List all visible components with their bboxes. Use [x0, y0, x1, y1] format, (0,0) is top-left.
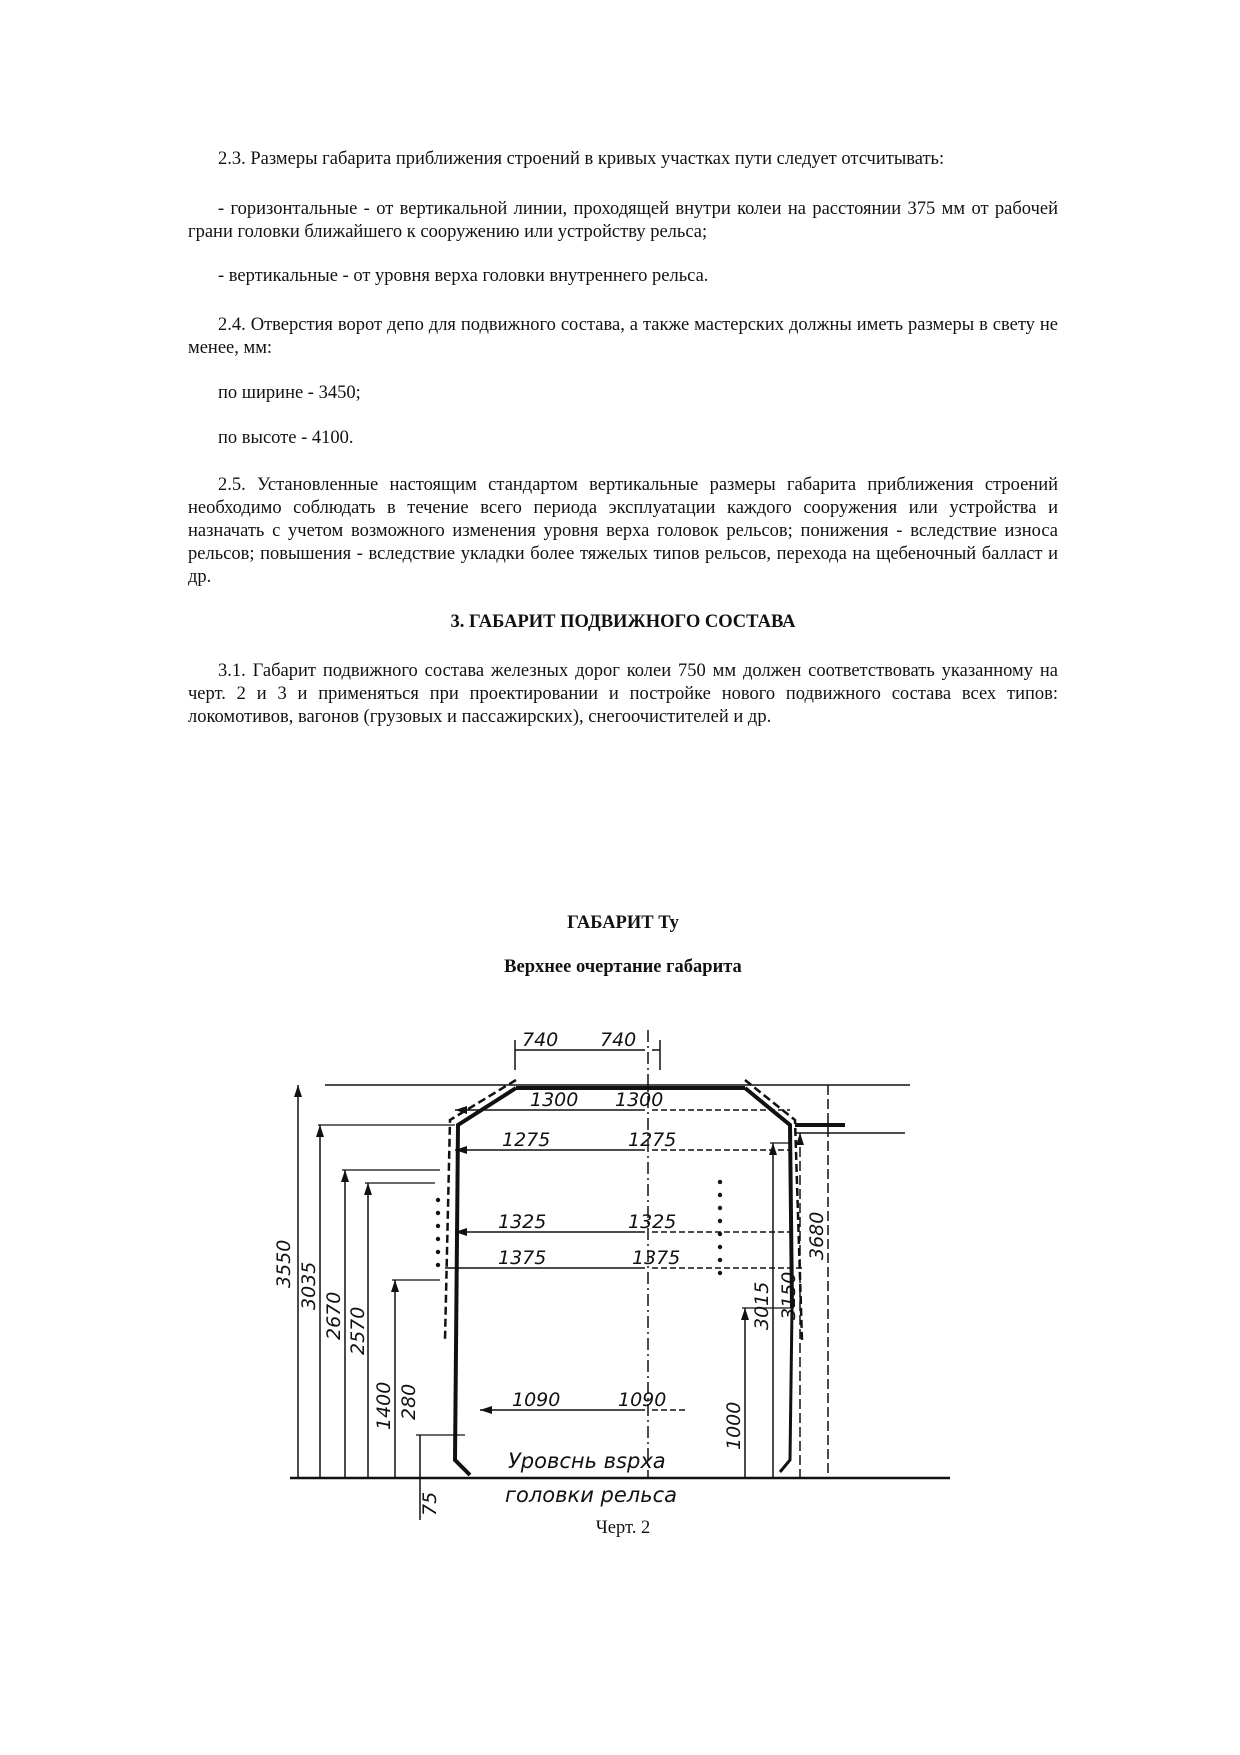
section-heading: 3. ГАБАРИТ ПОДВИЖНОГО СОСТАВА — [450, 612, 796, 632]
arrow-1000 — [741, 1308, 749, 1320]
paragraph-text: по высоте - 4100. — [218, 428, 354, 448]
dim-1275-left-label: 1275 — [502, 1129, 551, 1151]
dim-1325-right-label: 1325 — [628, 1211, 677, 1233]
figure-subtitle: Верхнее очертание габарита — [504, 957, 742, 977]
paragraph-3-1 — [188, 660, 1058, 729]
dim-1275-right-label: 1275 — [628, 1129, 677, 1151]
dim-2670-label: 2670 — [323, 1291, 345, 1340]
paragraph-horizontal — [188, 198, 1058, 244]
paragraph-2-4 — [188, 314, 1058, 360]
gauge-drawing — [273, 1010, 950, 1530]
arrow-3035 — [316, 1125, 324, 1137]
dim-3550-label: 3550 — [273, 1239, 295, 1288]
outline-right-lower — [780, 1308, 792, 1472]
dim-1325-left-label: 1325 — [498, 1211, 547, 1233]
figure-caption: Черт. 2 — [595, 1518, 651, 1538]
paragraph-2-3 — [188, 148, 1058, 171]
paragraph-vertical — [188, 265, 1058, 288]
dim-1090-left-label: 1090 — [512, 1389, 561, 1411]
arrow-2670 — [341, 1170, 349, 1182]
paragraph-text: по ширине - 3450; — [218, 383, 361, 403]
dim-1400-label: 1400 — [373, 1381, 395, 1430]
arrow-3150 — [796, 1133, 804, 1145]
dim-3035-label: 3035 — [298, 1261, 320, 1310]
dim-1300-right-label: 1300 — [615, 1089, 664, 1111]
paragraph-text: - вертикальные - от уровня верха головки внутреннего рельса. — [218, 266, 709, 286]
dim-1300-left-label: 1300 — [530, 1089, 579, 1111]
dim-1375-left-label: 1375 — [498, 1247, 547, 1269]
paragraph-text: 2.3. Размеры габарита приближения строений в кривых участках пути следует отсчитывать: — [218, 149, 945, 169]
dim-1375-right-label: 1375 — [632, 1247, 681, 1269]
arrow-1090 — [480, 1406, 492, 1414]
paragraph-text: 2.4. Отверстия ворот депо для подвижного состава, а также мастерских должны иметь размеры в свету не менее, мм: — [188, 315, 1058, 358]
paragraph-text: 2.5. Установленные настоящим стандартом вертикальные размеры габарита приближения строений необходимо соблюдать в течение всего периода эксплуатации каждого сооружения или устройства и назначать с учетом возможного изменения уровня верха головок рельсов; понижения - вследствие износа рельсов; повышения - вследствие укладки более тяжелых типов рельсов, перехода на щебеночный балласт и др. — [188, 475, 1058, 587]
dim-1090-right-label: 1090 — [618, 1389, 667, 1411]
dim-740-left-label: 740 — [522, 1029, 559, 1051]
figure-title: ГАБАРИТ Ту — [567, 913, 679, 933]
arrow-2570 — [364, 1183, 372, 1195]
paragraph-text: 3.1. Габарит подвижного состава железных дорог колеи 750 мм должен соответствовать указанному на черт. 2 и 3 и применяться при проектировании и постройке нового подвижного состава всех типов: локомотивов, вагонов (грузовых и пассажирских), снегоочистителей и др. — [188, 661, 1058, 727]
paragraph-text: - горизонтальные - от вертикальной линии, проходящей внутри колеи на расстоянии 375 мм от рабочей грани головки ближайшего к сооружению или устройству рельса; — [188, 199, 1058, 242]
dim-3015-label: 3015 — [751, 1281, 773, 1330]
rail-level-label-line2: головки рельса — [505, 1483, 677, 1507]
paragraph-2-5 — [188, 474, 1058, 589]
paragraph-width — [188, 382, 1058, 405]
arrow-1400 — [391, 1280, 399, 1292]
dim-75-label: 75 — [419, 1491, 441, 1516]
dim-1000-label: 1000 — [723, 1401, 745, 1450]
dim-2570-label: 2570 — [347, 1306, 369, 1355]
rail-level-label-line1: Уровснь вsрха — [508, 1449, 666, 1473]
dim-280-label: 280 — [398, 1383, 420, 1420]
paragraph-height — [188, 427, 1058, 450]
arrow-3550 — [294, 1085, 302, 1097]
dim-3150-label: 3150 — [778, 1271, 800, 1320]
arrow-3015 — [769, 1143, 777, 1155]
dim-740-right-label: 740 — [600, 1029, 637, 1051]
dim-3680-label: 3680 — [806, 1211, 828, 1260]
